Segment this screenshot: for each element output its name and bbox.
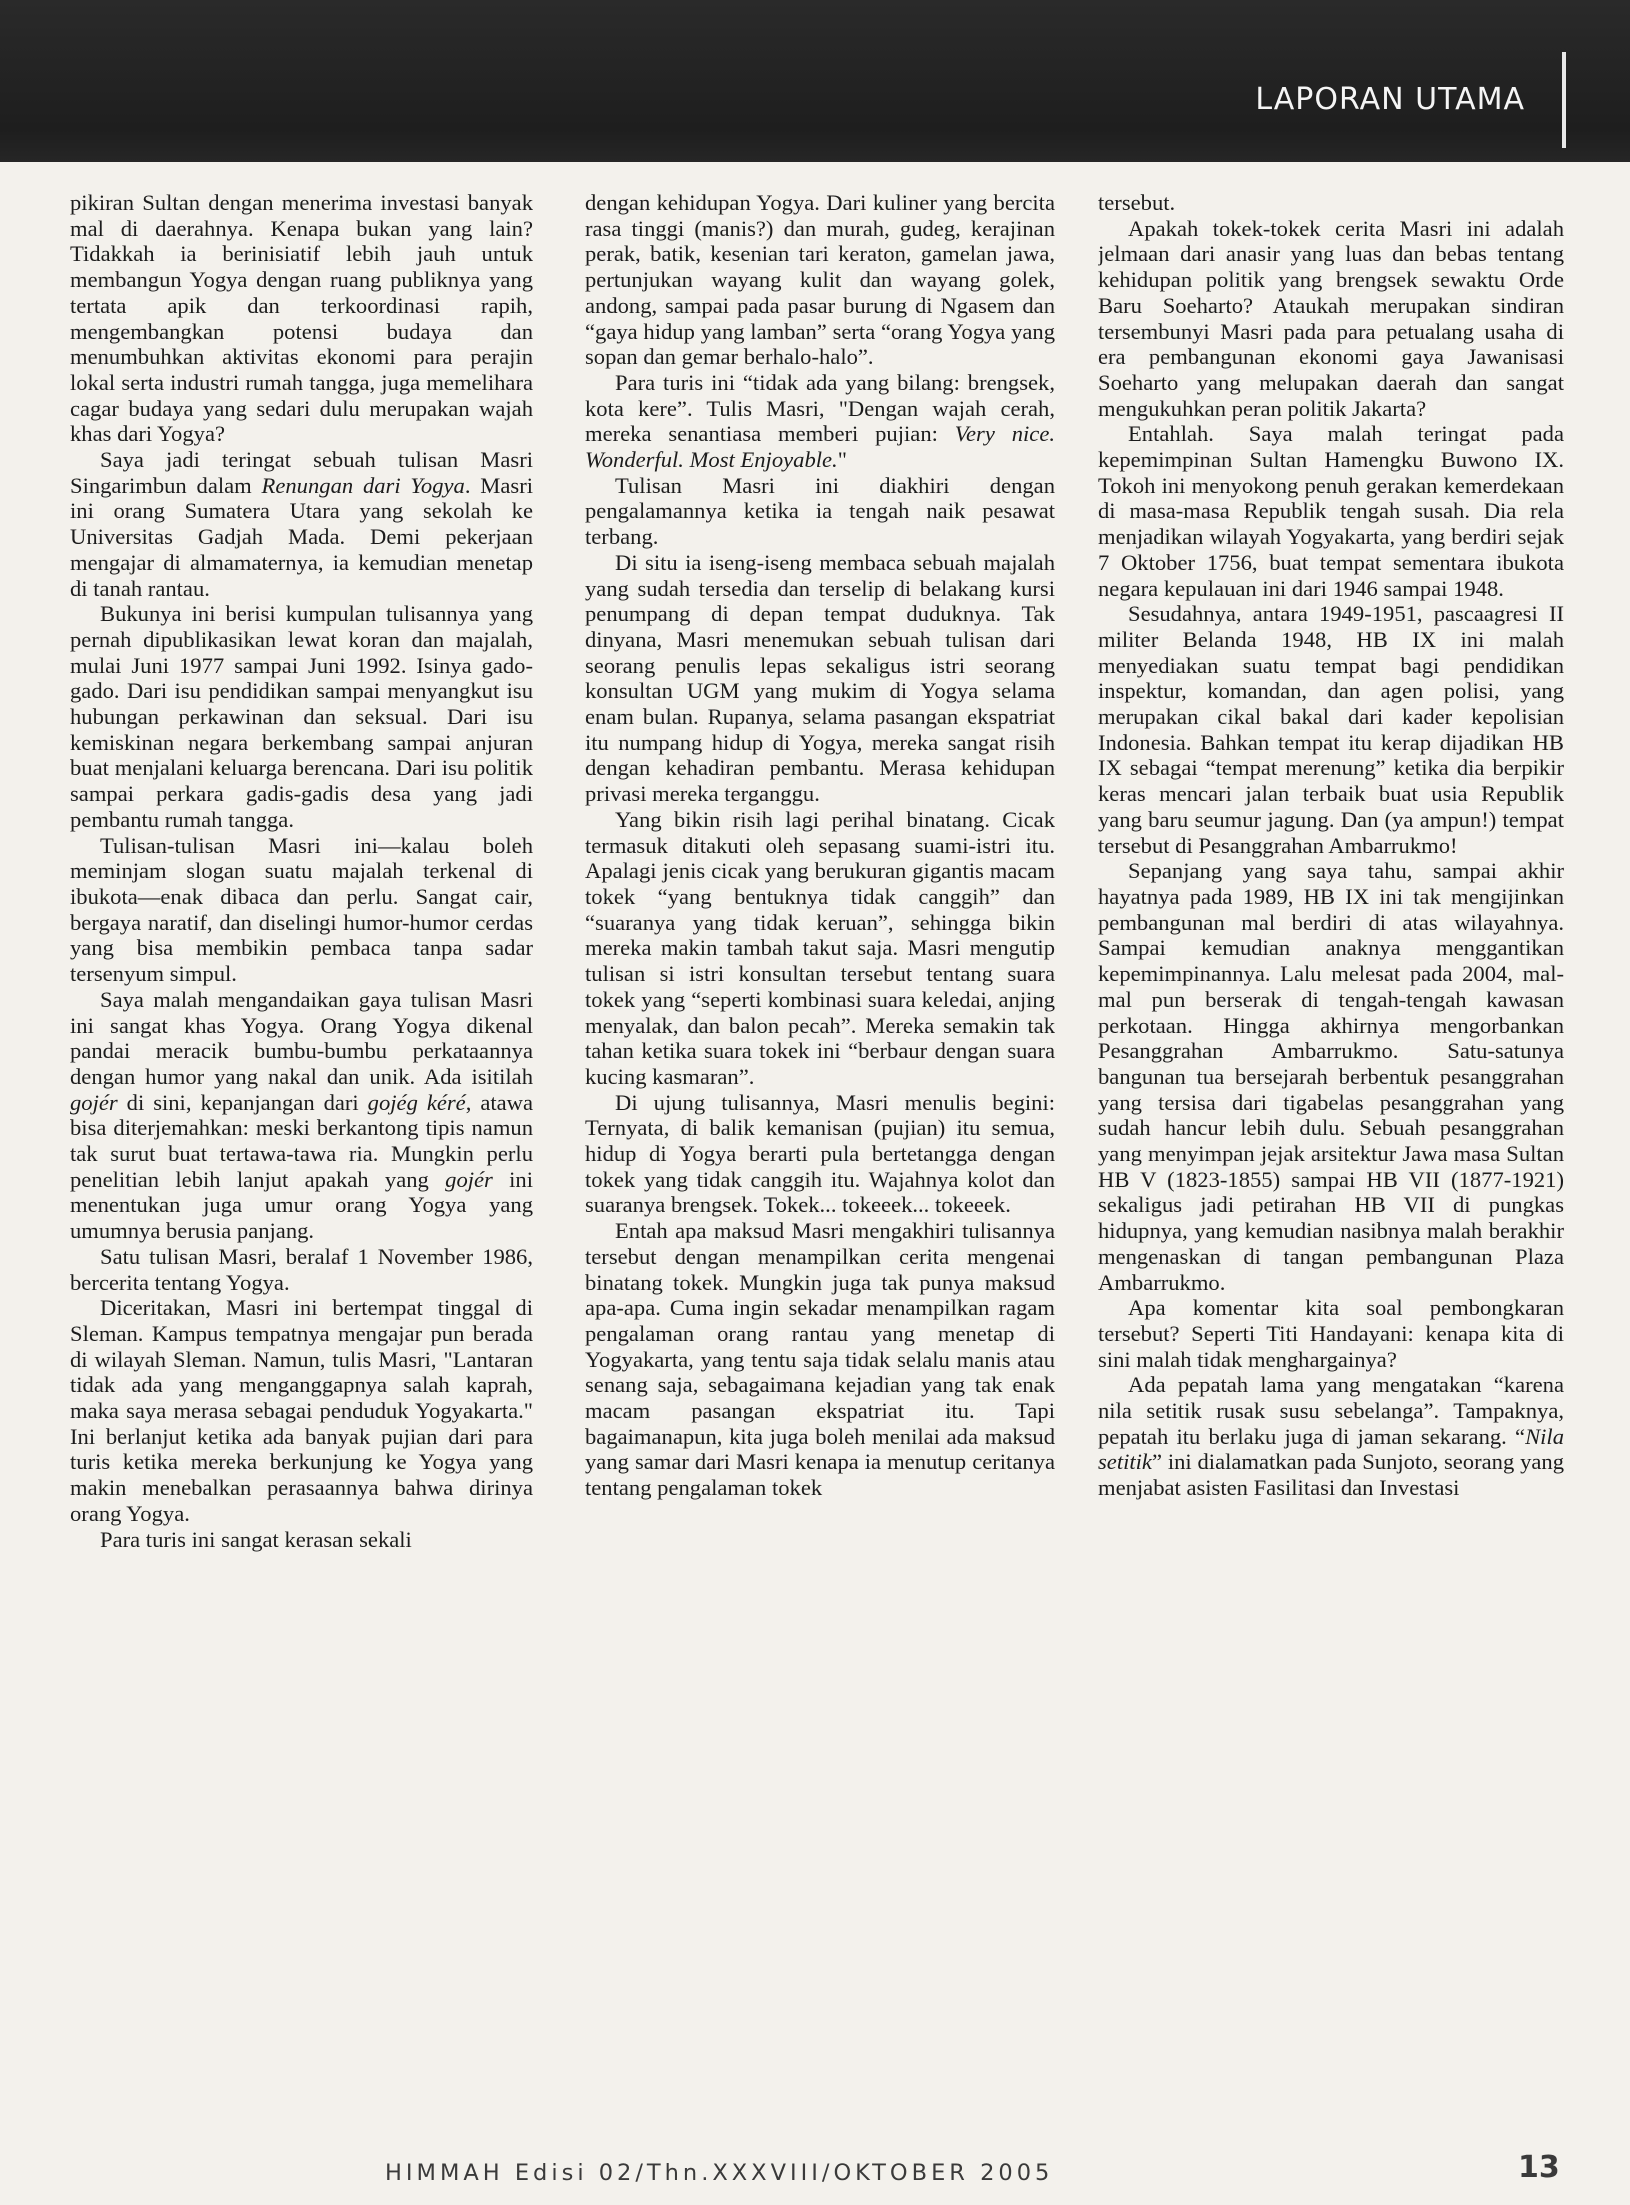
- paragraph: Saya malah mengandaikan gaya tulisan Masri ini sangat khas Yogya. Orang Yogya dikenal pandai meracik bumbu-bumbu perkataannya dengan humor yang nakal dan unik. Ada isitilah gojér di sini, kepanjangan dari gojég kéré, atawa bisa diterjemahkan: meski berkantong tipis namun tak surut buat tertawa-tawa ria. Mungkin perlu penelitian lebih lanjut apakah yang gojér ini menentukan juga umur orang Yogya yang umumnya berusia panjang.: [70, 986, 533, 1244]
- emphasis-term: gojér: [445, 1166, 493, 1192]
- paragraph: Di situ ia iseng-iseng membaca sebuah majalah yang sudah tersedia dan terselip di belakang kursi penumpang di depan tempat duduknya. Tak dinyana, Masri menemukan sebuah tulisan dari seorang penulis lepas sekaligus istri seorang konsultan UGM yang mukim di Yogya selama enam bulan. Rupanya, selama pasangan ekspatriat itu numpang hidup di Yogya, mereka sangat risih dengan kehadiran pembantu. Merasa kehidupan privasi mereka terganggu.: [585, 549, 1055, 807]
- book-title: Renungan dari Yogya: [261, 472, 465, 498]
- paragraph: Satu tulisan Masri, beralaf 1 November 1986, bercerita tentang Yogya.: [70, 1243, 533, 1295]
- emphasis-term: Nila setitik: [1098, 1423, 1564, 1475]
- publication-footer: HIMMAH Edisi 02/Thn.XXXVIII/OKTOBER 2005: [385, 2160, 1054, 2186]
- page-number: 13: [1518, 2150, 1560, 2185]
- quoted-praise: Very nice. Wonderful. Most Enjoyable.: [585, 421, 1055, 473]
- header-band: [0, 0, 1630, 162]
- paragraph: Entah apa maksud Masri mengakhiri tulisannya tersebut dengan menampilkan cerita mengenai binatang tokek. Mungkin juga tak punya maksud apa-apa. Cuma ingin sekadar menampilkan ragam pengalaman orang rantau yang menetap di Yogyakarta, yang tentu saja tidak selalu manis atau senang saja, sebagaimana kejadian yang tak enak macam pasangan ekspatriat itu. Tapi bagaimanapun, kita juga boleh menilai ada maksud yang samar dari Masri kenapa ia menutup ceritanya tentang pengalaman tokek: [585, 1218, 1055, 1501]
- paragraph: Apakah tokek-tokek cerita Masri ini adalah jelmaan dari anasir yang luas dan bebas tentang kehidupan politik yang brengsek sewaktu Orde Baru Soeharto? Ataukah merupakan sindiran tersembunyi Masri pada para petualang usaha di era pembangunan ekonomi gaya Jawanisasi Soeharto yang melupakan daerah dan sangat mengukuhkan peran politik Jakarta?: [1098, 215, 1564, 421]
- paragraph: Tulisan Masri ini diakhiri dengan pengalamannya ketika ia tengah naik pesawat terbang.: [585, 472, 1055, 550]
- paragraph: pikiran Sultan dengan menerima investasi banyak mal di daerahnya. Kenapa bukan yang lain? Tidakkah ia berinisiatif lebih jauh untuk membangun Yogya dengan ruang publiknya yang tertata apik dan terkoordinasi rapih, mengembangkan potensi budaya dan menumbuhkan aktivitas ekonomi para perajin lokal serta industri rumah tangga, juga memelihara cagar budaya yang sedari dulu merupakan wajah khas dari Yogya?: [70, 190, 533, 447]
- paragraph: tersebut.: [1098, 190, 1176, 215]
- emphasis-term: gojég kéré: [367, 1089, 466, 1115]
- paragraph: dengan kehidupan Yogya. Dari kuliner yang bercita rasa tinggi (manis?) dan murah, gudeg, kerajinan perak, batik, kesenian tari keraton, gamelan jawa, pertunjukan wayang kulit dan wayang golek, andong, sampai pada pasar burung di Ngasem dan “gaya hidup yang lamban” serta “orang Yogya yang sopan dan gemar berhalo-halo”.: [585, 190, 1055, 370]
- article-column-1: [70, 190, 533, 2050]
- paragraph: Sepanjang yang saya tahu, sampai akhir hayatnya pada 1989, HB IX ini tak mengijinkan pembangunan mal berdiri di atas wilayahnya. Sampai kemudian anaknya menggantikan kepemimpinannya. Lalu melesat pada 2004, mal-mal pun berserak di tengah-tengah kawasan perkotaan. Hingga akhirnya mengorbankan Pesanggrahan Ambarrukmo. Satu-satunya bangunan tua bersejarah berbentuk pesanggrahan yang tersisa dari tigabelas pesanggrahan yang sudah hancur lebih dulu. Sebuah pesanggrahan yang menyimpan jejak arsitektur Jawa masa Sultan HB V (1823-1855) sampai HB VII (1877-1921) sekaligus jadi petirahan HB VII di pungkas hidupnya, yang kemudian nasibnya malah berakhir mengenaskan di tangan pembangunan Plaza Ambarrukmo.: [1098, 858, 1564, 1295]
- section-title: LAPORAN UTAMA: [1255, 82, 1525, 117]
- paragraph: Sesudahnya, antara 1949-1951, pascaagresi II militer Belanda 1948, HB IX ini malah menyediakan suatu tempat bagi pendidikan inspektur, komandan, dan agen polisi, yang merupakan cikal bakal dari kader kepolisian Indonesia. Bahkan tempat itu kerap dijadikan HB IX sebagai “tempat merenung” ketika dia berpikir keras mencari jalan terbaik buat usia Republik yang baru seumur jagung. Dan (ya ampun!) tempat tersebut di Pesanggrahan Ambarrukmo!: [1098, 601, 1564, 858]
- paragraph: Bukunya ini berisi kumpulan tulisannya yang pernah dipublikasikan lewat koran dan majalah, mulai Juni 1977 sampai Juni 1992. Isinya gado-gado. Dari isu pendidikan sampai menyangkut isu hubungan perkawinan dan seksual. Dari isu kemiskinan negara berkembang sampai anjuran buat menjalani keluarga berencana. Dari isu politik sampai perkara gadis-gadis desa yang jadi pembantu rumah tangga.: [70, 601, 533, 832]
- paragraph: Yang bikin risih lagi perihal binatang. Cicak termasuk ditakuti oleh sepasang suami-istri itu. Apalagi jenis cicak yang berukuran gigantis macam tokek “yang bentuknya tidak canggih” dan “suaranya yang tidak keruan”, sehingga bikin mereka makin tambah takut saja. Masri mengutip tulisan si istri konsultan tersebut tentang suara tokek yang “seperti kombinasi suara keledai, anjing menyalak, dan balon pecah”. Mereka semakin tak tahan ketika suara tokek ini “berbaur dengan suara kucing kasmaran”.: [585, 806, 1055, 1089]
- paragraph: Di ujung tulisannya, Masri menulis begini: Ternyata, di balik kemanisan (pujian) itu semua, hidup di Yogya berarti pula bertetangga dengan tokek yang tidak canggih itu. Wajahnya kolot dan suaranya brengsek. Tokek... tokeeek... tokeeek.: [585, 1089, 1055, 1218]
- article-column-2: [585, 190, 1055, 2050]
- paragraph: Saya jadi teringat sebuah tulisan Masri Singarimbun dalam Renungan dari Yogya. Masri ini orang Sumatera Utara yang sekolah ke Universitas Gadjah Mada. Demi pekerjaan mengajar di almamaternya, ia kemudian menetap di tanah rantau.: [70, 447, 533, 601]
- emphasis-term: gojér: [70, 1089, 118, 1115]
- paragraph: Tulisan-tulisan Masri ini—kalau boleh meminjam slogan suatu majalah terkenal di ibukota—enak dibaca dan perlu. Sangat cair, bergaya naratif, dan diselingi humor-humor cerdas yang bisa membikin pembaca tanpa sadar tersenyum simpul.: [70, 832, 533, 987]
- paragraph: Diceritakan, Masri ini bertempat tinggal di Sleman. Kampus tempatnya mengajar pun berada di wilayah Sleman. Namun, tulis Masri, "Lantaran tidak ada yang menganggapnya salah kaprah, maka saya merasa sebagai penduduk Yogyakarta." Ini berlanjut ketika ada banyak pujian dari para turis ketika mereka berkunjung ke Yogya yang makin menebalkan perasaannya bahwa dirinya orang Yogya.: [70, 1295, 533, 1526]
- paragraph: Entahlah. Saya malah teringat pada kepemimpinan Sultan Hamengku Buwono IX. Tokoh ini menyokong penuh gerakan kemerdekaan di masa-masa Republik tengah susah. Dia rela menjadikan wilayah Yogyakarta, yang berdiri sejak 7 Oktober 1756, buat tempat sementara ibukota negara kepulauan ini dari 1946 sampai 1948.: [1098, 421, 1564, 601]
- article-column-3: [1098, 190, 1564, 2050]
- paragraph: Ada pepatah lama yang mengatakan “karena nila setitik rusak susu sebelanga”. Tampaknya, pepatah itu berlaku juga di jaman sekarang. “Nila setitik” ini dialamatkan pada Sunjoto, seorang yang menjabat asisten Fasilitasi dan Investasi: [1098, 1372, 1564, 1501]
- paragraph: Apa komentar kita soal pembongkaran tersebut? Seperti Titi Handayani: kenapa kita di sini malah tidak menghargainya?: [1098, 1295, 1564, 1372]
- header-divider: [1562, 52, 1566, 148]
- paragraph: Para turis ini sangat kerasan sekali: [100, 1526, 412, 1552]
- paragraph: Para turis ini “tidak ada yang bilang: brengsek, kota kere”. Tulis Masri, "Dengan wajah cerah, mereka senantiasa memberi pujian: Very nice. Wonderful. Most Enjoyable.": [585, 369, 1055, 473]
